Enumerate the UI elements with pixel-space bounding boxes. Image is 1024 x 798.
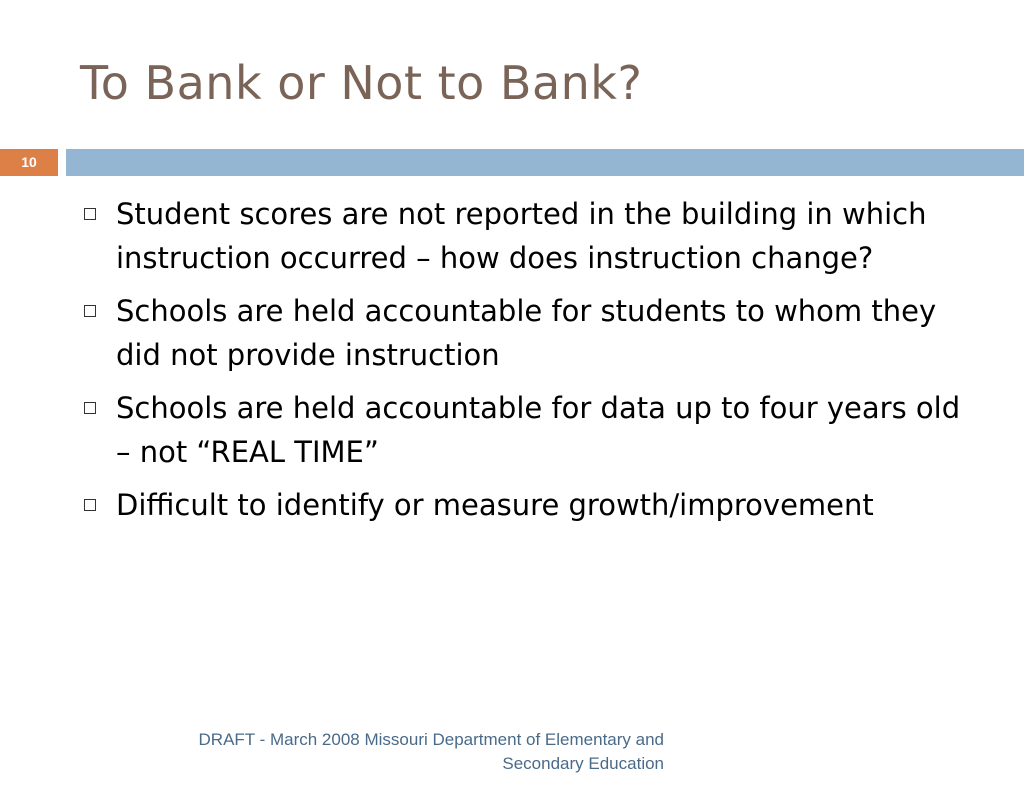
square-bullet-icon [84, 305, 96, 317]
bullet-text: Student scores are not reported in the building in which instruction occurred – how does instruction change? [116, 197, 927, 275]
slide-footer [100, 728, 664, 776]
bullet-item [82, 386, 982, 474]
bullet-text: Difficult to identify or measure growth/improvement [116, 488, 874, 522]
bullet-item [82, 289, 982, 377]
slide-title: To Bank or Not to Bank? [80, 56, 643, 110]
square-bullet-icon [84, 208, 96, 220]
footer-line-2: Secondary Education [502, 754, 664, 773]
bullet-text: Schools are held accountable for students to whom they did not provide instruction [116, 294, 937, 372]
header-rule-bar [66, 149, 1024, 176]
bullet-item [82, 483, 982, 527]
square-bullet-icon [84, 402, 96, 414]
bullet-text: Schools are held accountable for data up to four years old – not “REAL TIME” [116, 391, 961, 469]
bullet-item [82, 192, 982, 280]
square-bullet-icon [84, 499, 96, 511]
footer-line-1: DRAFT - March 2008 Missouri Department of Elementary and [198, 730, 664, 749]
bullet-list [82, 192, 982, 536]
slide-number-badge: 10 [0, 149, 58, 176]
